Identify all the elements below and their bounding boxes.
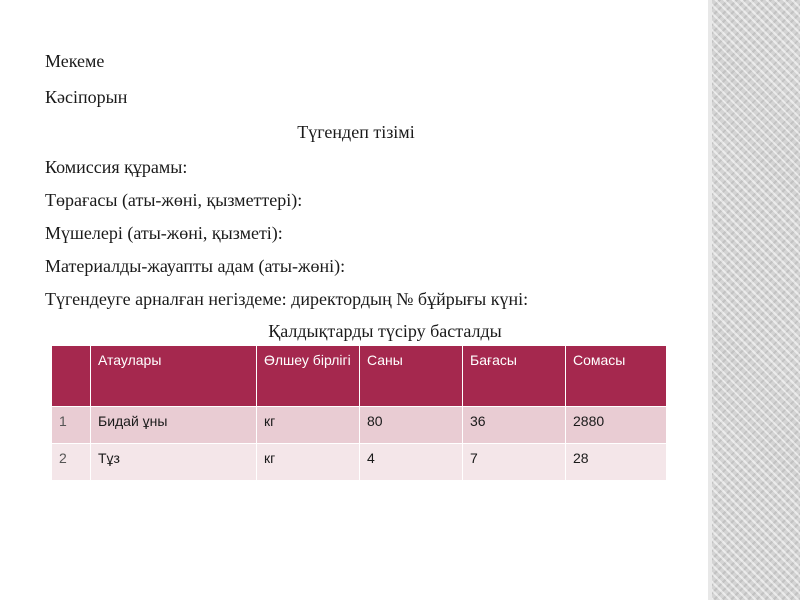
decorative-side-band — [712, 0, 800, 600]
table-row — [52, 444, 667, 481]
header-price: Бағасы — [463, 346, 566, 407]
cell-name: Бидай ұны — [91, 407, 257, 444]
responsible-person-line: Материалды-жауапты адам (аты-жөні): — [45, 256, 346, 276]
cell-price: 7 — [463, 444, 566, 481]
cell-price: 36 — [463, 407, 566, 444]
table-row — [52, 407, 667, 444]
cell-amount: 28 — [566, 444, 667, 481]
cell-index: 1 — [52, 407, 91, 444]
header-index — [52, 346, 91, 407]
enterprise-line: Кәсіпорын — [45, 87, 128, 107]
cell-unit: кг — [257, 444, 360, 481]
section-heading: Қалдықтарды түсіру басталды — [268, 321, 502, 341]
commission-line: Комиссия құрамы: — [45, 157, 188, 177]
members-line: Мүшелері (аты-жөні, қызметі): — [45, 223, 283, 243]
cell-quantity: 4 — [360, 444, 463, 481]
cell-quantity: 80 — [360, 407, 463, 444]
cell-unit: кг — [257, 407, 360, 444]
inventory-table — [51, 345, 667, 481]
header-amount: Сомасы — [566, 346, 667, 407]
basis-line: Түгендеуге арналған негіздеме: директордың № бұйрығы күні: — [45, 289, 529, 309]
cell-amount: 2880 — [566, 407, 667, 444]
cell-index: 2 — [52, 444, 91, 481]
document-title: Түгендеп тізімі — [297, 122, 415, 142]
header-unit: Өлшеу бірлігі — [257, 346, 360, 407]
header-quantity: Саны — [360, 346, 463, 407]
institution-line: Мекеме — [45, 51, 105, 71]
table-header-row — [52, 346, 667, 407]
cell-name: Тұз — [91, 444, 257, 481]
header-name: Атаулары — [91, 346, 257, 407]
chairman-line: Төрағасы (аты-жөні, қызметтері): — [45, 190, 303, 210]
